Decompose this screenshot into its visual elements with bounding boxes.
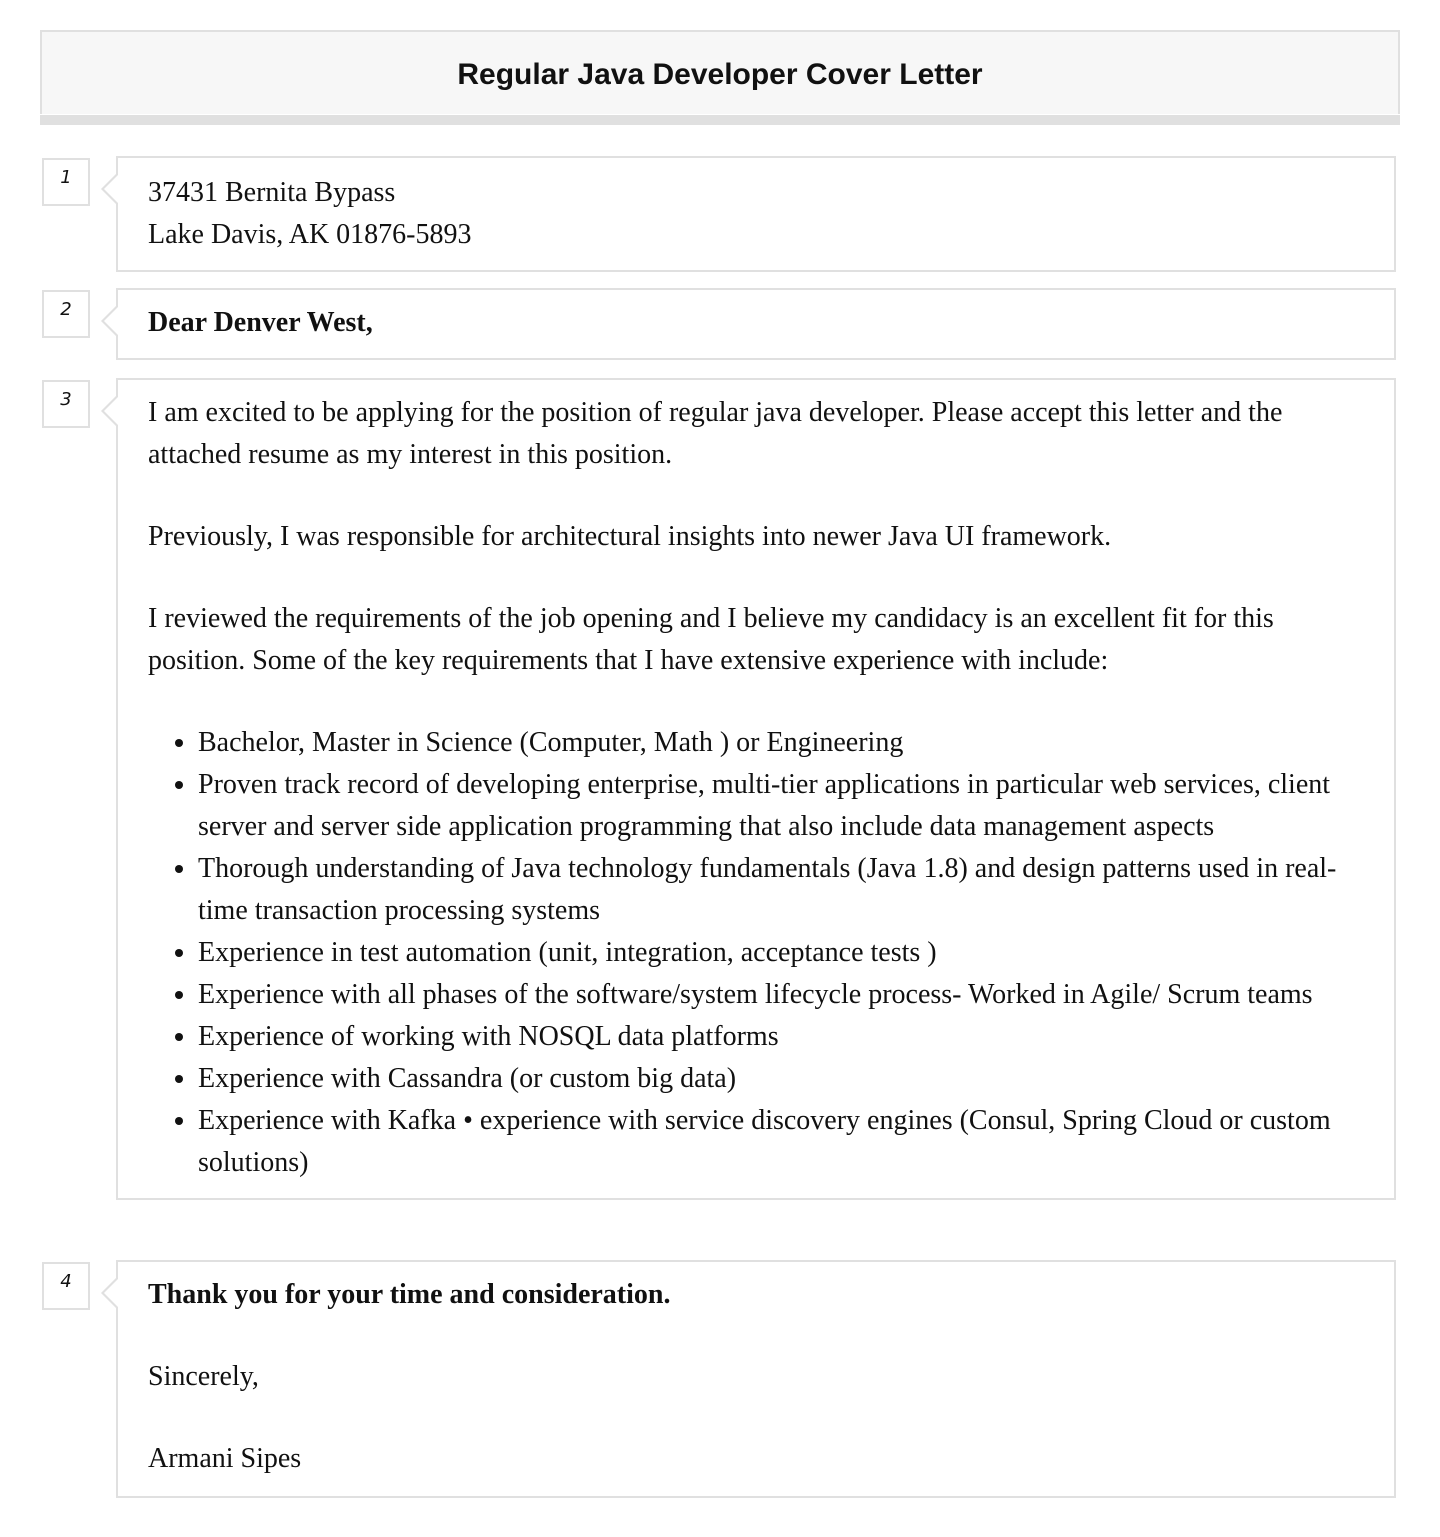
requirement-item: • Experience in test automation (unit, integration, acceptance tests )	[198, 932, 1364, 974]
requirement-item: • Proven track record of developing enterprise, multi-tier applications in particular web services, client server and server side application programming that also include data management aspects	[198, 764, 1364, 848]
requirement-item: • Experience with all phases of the software/system lifecycle process- Worked in Agile/ Scrum teams	[198, 974, 1364, 1016]
salutation: Dear Denver West,	[148, 307, 373, 338]
sign-off: Sincerely,	[148, 1361, 259, 1392]
address-line-2: Lake Davis, AK 01876-5893	[148, 219, 472, 250]
salutation-block	[116, 288, 1396, 360]
document-header	[40, 30, 1400, 114]
section-number-badge	[42, 380, 90, 428]
section-number: 4	[60, 1270, 72, 1292]
requirement-item: • Experience with Kafka • experience with service discovery engines (Consul, Spring Cloud or custom solutions)	[198, 1100, 1364, 1184]
section-number: 1	[60, 166, 72, 188]
requirements-list	[148, 722, 1364, 1184]
address-line-1: 37431 Bernita Bypass	[148, 177, 396, 208]
signature: Armani Sipes	[148, 1443, 302, 1474]
page-title: Regular Java Developer Cover Letter	[457, 58, 983, 91]
experience-paragraph: Previously, I was responsible for architectural insights into newer Java UI framework.	[148, 521, 1112, 552]
requirement-item: • Experience with Cassandra (or custom big data)	[198, 1058, 1364, 1100]
section-number-badge	[42, 158, 90, 206]
section-number-badge	[42, 290, 90, 338]
requirement-item: • Bachelor, Master in Science (Computer, Math ) or Engineering	[198, 722, 1364, 764]
section-number: 3	[60, 388, 72, 410]
address-block	[116, 156, 1396, 272]
requirement-item: • Experience of working with NOSQL data platforms	[198, 1016, 1364, 1058]
requirement-item: • Thorough understanding of Java technology fundamentals (Java 1.8) and design patterns used in real-time transaction processing systems	[198, 848, 1364, 932]
closing-block	[116, 1260, 1396, 1498]
section-number-badge	[42, 1262, 90, 1310]
closing-thanks: Thank you for your time and consideration.	[148, 1279, 671, 1310]
header-underline	[40, 115, 1400, 125]
requirements-intro-paragraph: I reviewed the requirements of the job opening and I believe my candidacy is an excellent fit for this position. Some of the key requirements that I have extensive experience with include:	[148, 603, 1274, 676]
section-number: 2	[60, 298, 72, 320]
intro-paragraph: I am excited to be applying for the position of regular java developer. Please accept this letter and the attached resume as my interest in this position.	[148, 397, 1283, 470]
body-block	[116, 378, 1396, 1200]
